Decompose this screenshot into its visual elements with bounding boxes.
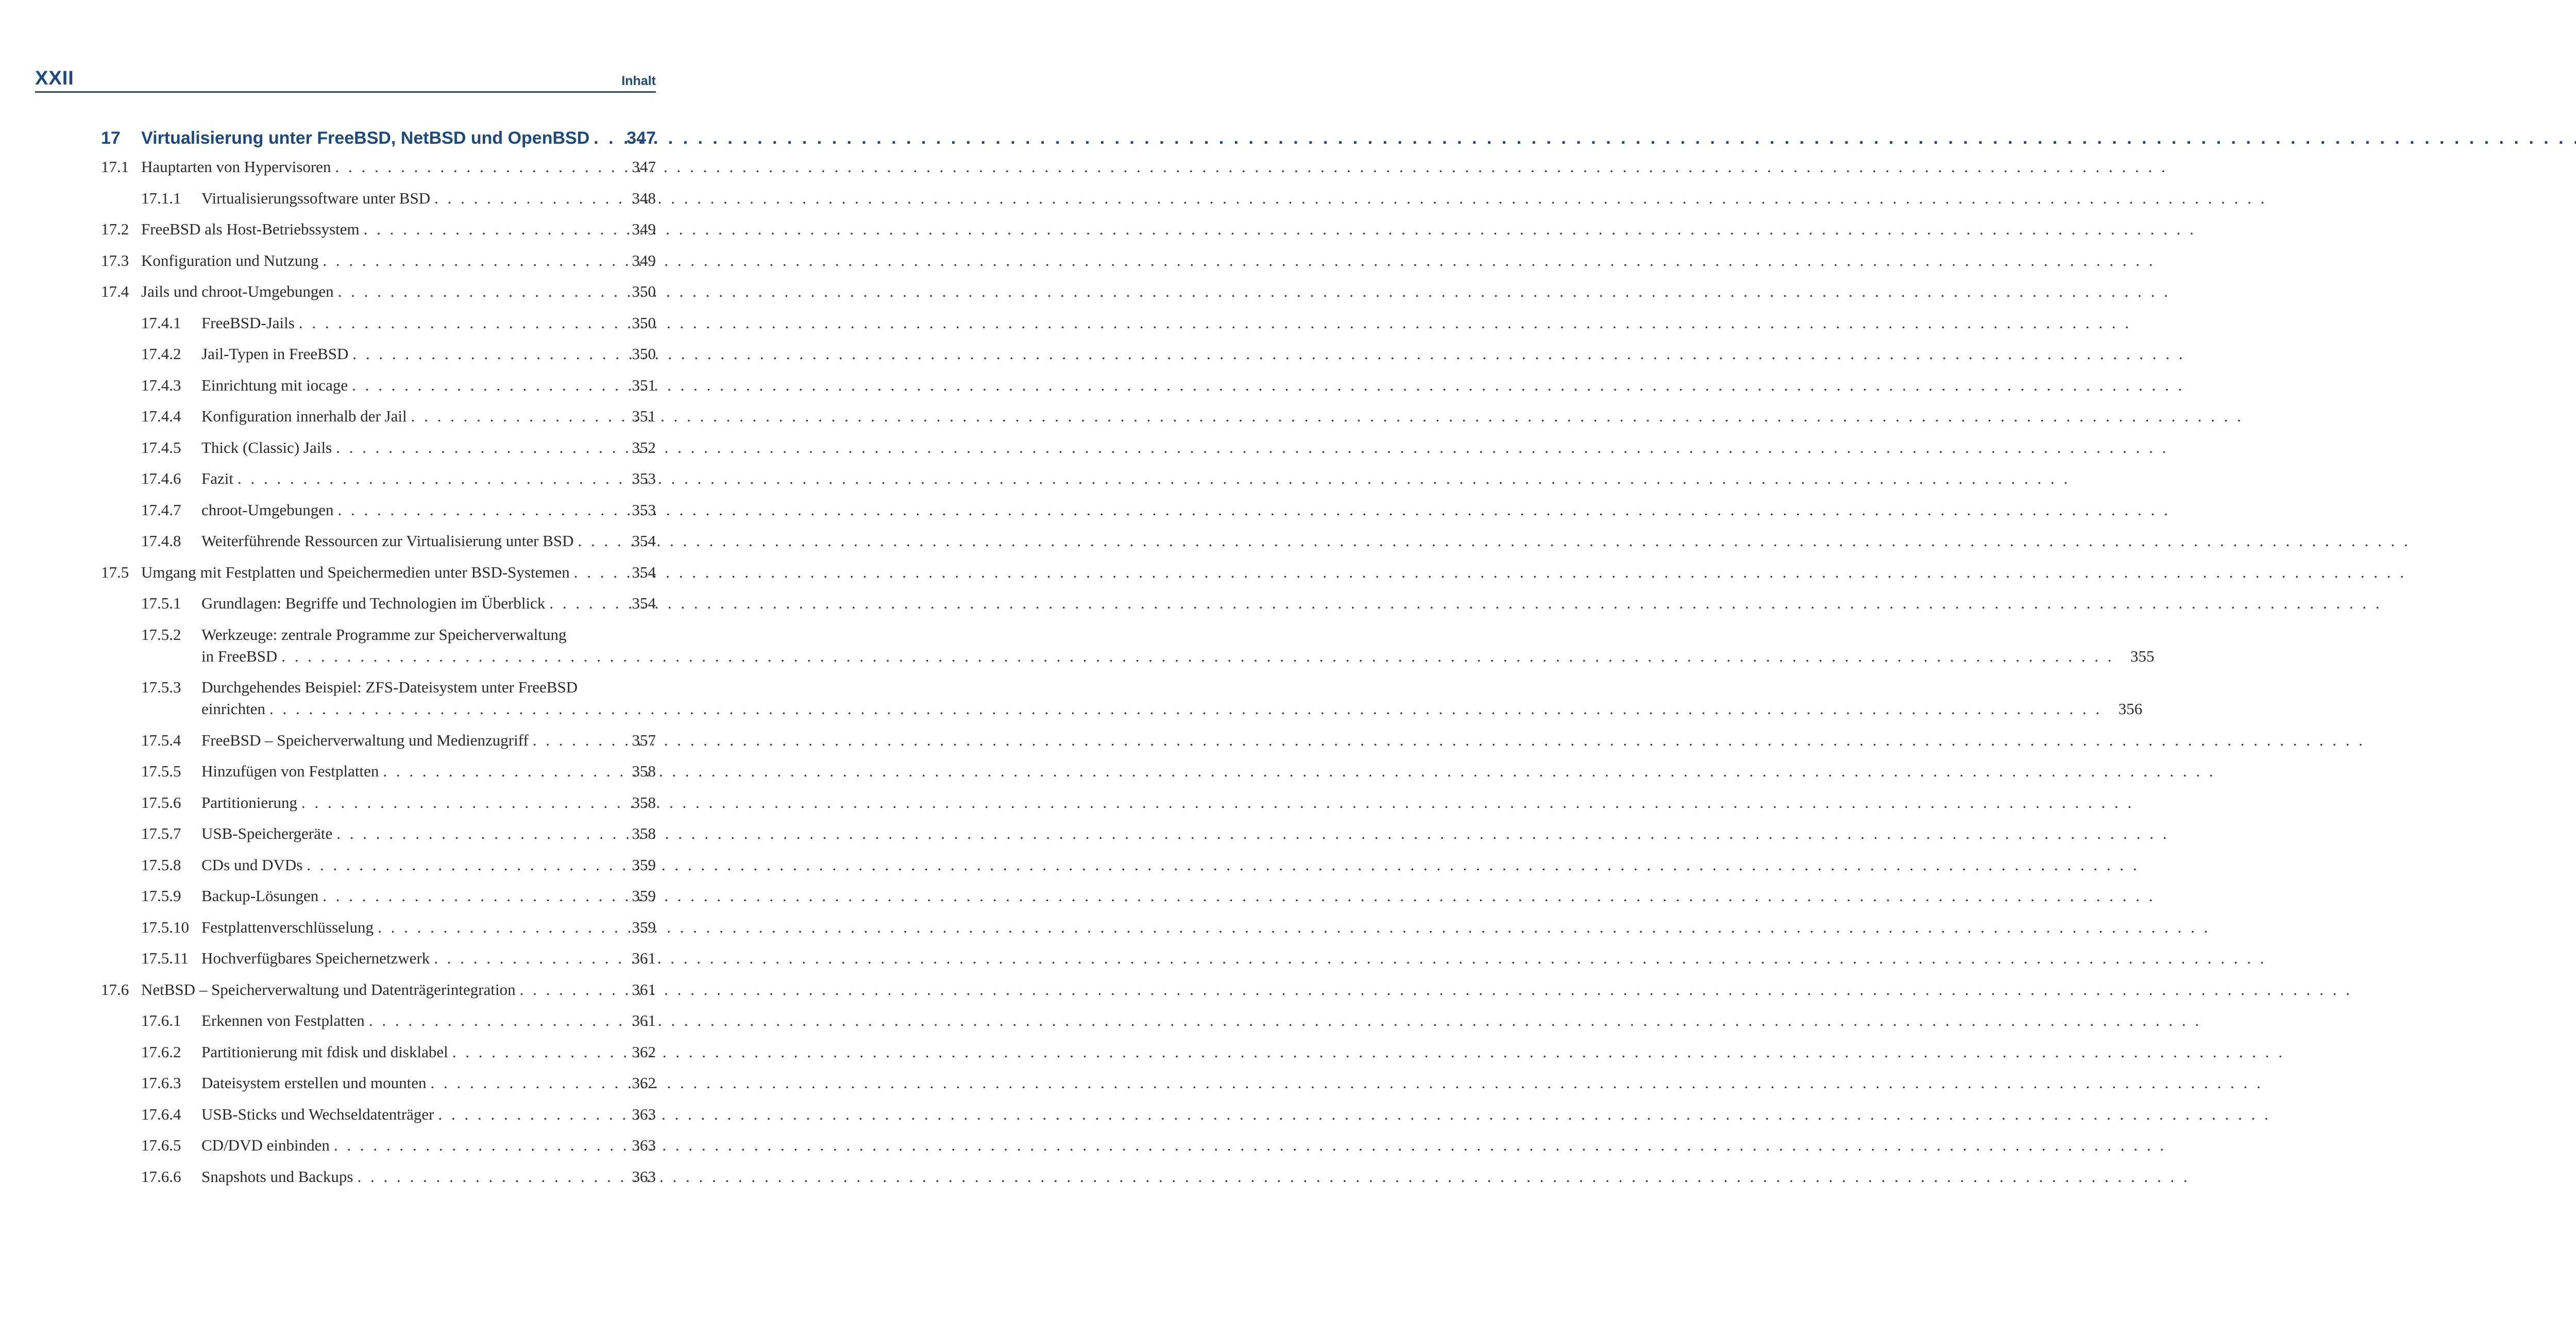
entry-title: Festplattenverschlüsselung [201, 918, 374, 936]
entry-page: 351 [632, 376, 656, 394]
entry-number: 17.5.9 [141, 887, 181, 905]
dot-leader [434, 948, 2266, 969]
dot-leader [238, 468, 2070, 489]
entry-number: 17.5.2 [141, 625, 181, 644]
toc-entry[interactable] [101, 1135, 656, 1156]
dot-leader [438, 1104, 2271, 1125]
entry-number: 17.4.5 [141, 438, 181, 456]
entry-number: 17.5.11 [141, 949, 189, 967]
toc-entry[interactable] [101, 1010, 656, 1031]
entry-number: 17.4 [101, 282, 129, 300]
entry-number: 17.4.2 [141, 345, 181, 363]
toc-entry[interactable] [101, 375, 656, 396]
toc-entry[interactable] [101, 156, 656, 178]
entry-title: CDs und DVDs [201, 855, 303, 874]
dot-leader [520, 979, 2352, 1001]
entry-title: Grundlagen: Begriffe und Technologien im Überblick [201, 594, 546, 612]
toc-entry[interactable] [101, 917, 656, 938]
entry-title: Konfiguration innerhalb der Jail [201, 407, 407, 425]
entry-number: 17.6 [101, 980, 129, 999]
toc-entry[interactable] [101, 343, 656, 365]
entry-number: 17.5.8 [141, 855, 181, 874]
entry-page: 354 [632, 563, 656, 581]
entry-page: 348 [632, 189, 656, 207]
entry-title: Weiterführende Ressourcen zur Virtualisierung unter BSD [201, 532, 574, 550]
entry-title: Thick (Classic) Jails [201, 438, 332, 456]
entry-page: 350 [632, 313, 656, 332]
entry-title-line1: Werkzeuge: zentrale Programme zur Speicherverwaltung [201, 625, 567, 644]
dot-leader [336, 823, 2169, 844]
entry-page: 353 [632, 500, 656, 519]
entry-number: 17.5.5 [141, 762, 181, 780]
dot-leader [411, 405, 2244, 427]
entry-title: FreeBSD als Host-Betriebssystem [141, 220, 360, 238]
entry-page: 353 [632, 469, 656, 487]
dot-leader [334, 1135, 2166, 1156]
dot-leader [336, 437, 2168, 459]
entry-page: 352 [632, 438, 656, 456]
entry-page: 361 [632, 1011, 656, 1029]
entry-page: 363 [632, 1167, 656, 1186]
entry-title: Erkennen von Festplatten [201, 1011, 365, 1029]
toc-entry[interactable] [101, 218, 656, 240]
toc-entry[interactable] [101, 499, 656, 521]
entry-title-line2: einrichten [201, 700, 265, 718]
entry-title: Snapshots und Backups [201, 1167, 353, 1186]
entry-number: 17.1 [101, 158, 129, 176]
entry-page: 362 [632, 1042, 656, 1061]
toc-entry[interactable] [101, 624, 2155, 667]
entry-title-line2: in FreeBSD [201, 647, 278, 665]
entry-number: 17.6.6 [141, 1167, 181, 1186]
entry-page: 358 [632, 793, 656, 811]
dot-leader [549, 593, 2382, 614]
toc-entry[interactable] [101, 854, 656, 876]
entry-title: FreeBSD-Jails [201, 313, 295, 332]
toc-entry[interactable] [101, 188, 656, 209]
toc-chapter-entry[interactable] [101, 126, 656, 150]
entry-page: 347 [632, 158, 656, 176]
toc-entry[interactable] [101, 730, 656, 751]
entry-number: 17.5.1 [141, 594, 181, 612]
dot-leader [383, 760, 2215, 782]
entry-page: 358 [632, 762, 656, 780]
toc-entry[interactable] [101, 1072, 656, 1094]
entry-number: 17.4.4 [141, 407, 181, 425]
entry-title-line1: Durchgehendes Beispiel: ZFS-Dateisystem unter FreeBSD [201, 678, 578, 696]
entry-page: 361 [632, 980, 656, 999]
entry-page: 361 [632, 949, 656, 967]
entry-title: Virtualisierungssoftware unter BSD [201, 189, 431, 207]
entry-number: 17.5.10 [141, 918, 189, 936]
toc-entry[interactable] [101, 677, 2143, 720]
entry-page: 356 [2118, 700, 2143, 718]
entry-title: FreeBSD – Speicherverwaltung und Medienzugriff [201, 731, 529, 749]
toc-entry[interactable] [101, 468, 656, 489]
toc-entry[interactable] [101, 1041, 656, 1063]
entry-number: 17.5.4 [141, 731, 181, 749]
entry-title: Backup-Lösungen [201, 887, 319, 905]
entry-page: 350 [632, 345, 656, 363]
entry-number: 17.4.6 [141, 469, 181, 487]
entry-number: 17.4.3 [141, 376, 181, 394]
toc-entries [101, 156, 2155, 1188]
entry-title: Einrichtung mit iocage [201, 376, 348, 394]
dot-leader [574, 562, 2406, 583]
toc-entry[interactable] [101, 312, 656, 334]
dot-leader [269, 698, 2102, 720]
entry-title: Fazit [201, 469, 233, 487]
entry-title: CD/DVD einbinden [201, 1136, 330, 1154]
entry-page: 351 [632, 407, 656, 425]
toc-entry[interactable] [101, 1104, 656, 1125]
entry-title: Jails und chroot-Umgebungen [141, 282, 334, 300]
entry-title: Hinzufügen von Festplatten [201, 762, 379, 780]
entry-page: 357 [632, 731, 656, 749]
chapter-title: Virtualisierung unter FreeBSD, NetBSD und OpenBSD [141, 128, 590, 148]
entry-title: Konfiguration und Nutzung [141, 251, 319, 269]
entry-page: 358 [632, 824, 656, 842]
entry-number: 17.4.1 [141, 313, 181, 332]
dot-leader [301, 792, 2134, 814]
toc-entry[interactable] [101, 250, 656, 272]
dot-leader [533, 730, 2365, 751]
entry-number: 17.5.3 [141, 678, 181, 696]
entry-number: 17.3 [101, 251, 129, 269]
entry-number: 17.6.5 [141, 1136, 181, 1154]
entry-page: 362 [632, 1074, 656, 1092]
entry-number: 17.6.4 [141, 1105, 181, 1123]
entry-number: 17.2 [101, 220, 129, 238]
entry-number: 17.6.3 [141, 1074, 181, 1092]
page-header [35, 64, 656, 93]
toc-entry[interactable] [101, 948, 656, 969]
running-title: Inhalt [621, 74, 656, 88]
entry-title: Umgang mit Festplatten und Speichermedien unter BSD-Systemen [141, 563, 570, 581]
toc-entry[interactable] [101, 1166, 656, 1188]
dot-leader [335, 156, 2167, 178]
toc-entry[interactable] [101, 792, 656, 814]
entry-number: 17.4.8 [141, 532, 181, 550]
entry-page: 349 [632, 251, 656, 269]
entry-title: Dateisystem erstellen und mounten [201, 1074, 427, 1092]
toc-entry[interactable] [101, 281, 656, 302]
dot-leader [578, 530, 2411, 552]
dot-leader [323, 250, 2155, 272]
entry-page: 349 [632, 220, 656, 238]
toc-entry[interactable] [101, 593, 656, 614]
toc-entry[interactable] [101, 562, 656, 583]
toc-entry[interactable] [101, 979, 656, 1001]
dot-leader [452, 1041, 2285, 1063]
entry-page: 354 [632, 532, 656, 550]
entry-title: NetBSD – Speicherverwaltung und Datenträgerintegration [141, 980, 516, 999]
dot-leader [281, 646, 2114, 667]
chapter-number: 17 [101, 128, 121, 148]
dot-leader [323, 885, 2155, 907]
entry-page: 355 [2130, 647, 2155, 665]
table-of-contents [101, 126, 2155, 1197]
entry-number: 17.5 [101, 563, 129, 581]
entry-title: Partitionierung [201, 793, 297, 811]
dot-leader [430, 1072, 2263, 1094]
toc-entry[interactable] [101, 823, 656, 844]
entry-number: 17.6.2 [141, 1042, 181, 1061]
entry-number: 17.4.7 [141, 500, 181, 519]
entry-title: Hauptarten von Hypervisoren [141, 158, 331, 176]
dot-leader [338, 281, 2171, 302]
entry-page: 359 [632, 918, 656, 936]
toc-entry[interactable] [101, 760, 656, 782]
toc-entry[interactable] [101, 405, 656, 427]
entry-number: 17.6.1 [141, 1011, 181, 1029]
entry-page: 359 [632, 855, 656, 874]
entry-page: 359 [632, 887, 656, 905]
dot-leader [299, 312, 2131, 334]
entry-title: Jail-Typen in FreeBSD [201, 345, 349, 363]
dot-leader [594, 126, 2576, 150]
page-number: XXII [35, 67, 74, 89]
entry-title: chroot-Umgebungen [201, 500, 334, 519]
entry-page: 350 [632, 282, 656, 300]
dot-leader [307, 854, 2139, 876]
toc-entry[interactable] [101, 530, 656, 552]
entry-number: 17.1.1 [141, 189, 181, 207]
toc-entry[interactable] [101, 885, 656, 907]
entry-title: USB-Speichergeräte [201, 824, 333, 842]
entry-title: Hochverfügbares Speichernetzwerk [201, 949, 430, 967]
dot-leader [338, 499, 2171, 521]
toc-entry[interactable] [101, 437, 656, 459]
entry-number: 17.5.6 [141, 793, 181, 811]
entry-title: Partitionierung mit fdisk und disklabel [201, 1042, 448, 1061]
entry-page: 363 [632, 1105, 656, 1123]
entry-page: 363 [632, 1136, 656, 1154]
entry-title: USB-Sticks und Wechseldatenträger [201, 1105, 434, 1123]
entry-page: 354 [632, 594, 656, 612]
entry-number: 17.5.7 [141, 824, 181, 842]
chapter-page: 347 [626, 128, 656, 148]
dot-leader [434, 188, 2267, 209]
